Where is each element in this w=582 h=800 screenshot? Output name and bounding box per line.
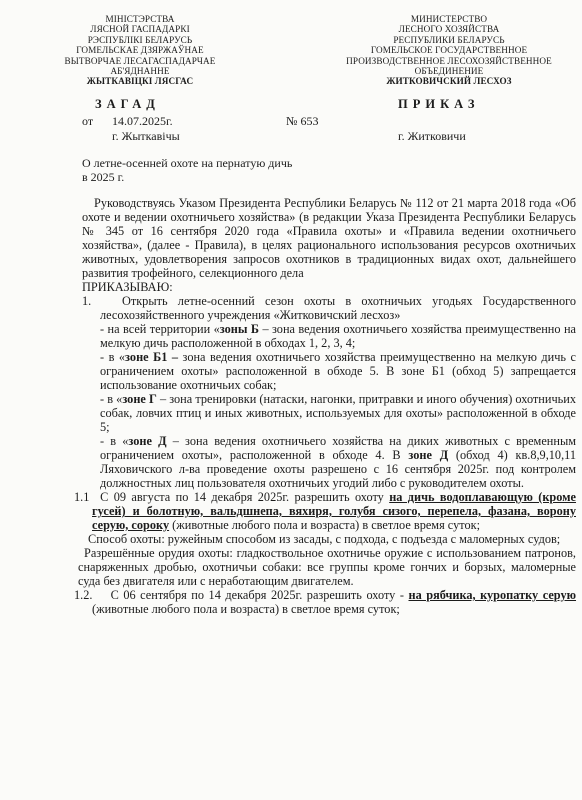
subject xyxy=(82,156,382,184)
header-right-line: ЛЕСНОГО ХОЗЯЙСТВА xyxy=(398,24,500,35)
header-left-org: ЖЫТКАВІЦКІ ЛЯСГАС xyxy=(86,76,194,87)
item-text: (животные любого пола и возраста) в светлое время суток; xyxy=(92,602,400,616)
city-left: г. Жыткавічы xyxy=(112,129,180,143)
zone-name: зоны Б xyxy=(219,322,260,336)
doc-type-left: ЗАГАД xyxy=(95,97,160,111)
preamble: Руководствуясь Указом Президента Республики Беларусь № 112 от 21 марта 2018 года «Об охоте и ведении охотничьего хозяйства» (в редакции Указа Президента Республики Беларусь № 345 от 16 сентября 2020 года «Правила охоты» и «Правила ведении охотничьего хозяйства», (далее - Правила), в целях рационального использования ресурсов охотничьих животных, удовлетворения запросов охотников в традиционных видах охот, дальнейшего развития трофейного, селекционного дела xyxy=(82,196,576,280)
zone-text: – зона ведения охотничьего хозяйства на диких животных с временным ограничением охоты», расположенной в обходе 4. В xyxy=(100,434,576,462)
hunting-method: Способ охоты: ружейным способом из засады, с подхода, с подъезда с маломерных судов; xyxy=(88,532,561,546)
item-text: С 06 сентября по 14 декабря 2025г. разрешить охоту - xyxy=(110,588,409,602)
header-right-line: ГОМЕЛЬСКОЕ ГОСУДАРСТВЕННОЕ xyxy=(370,45,528,56)
city-right: г. Житковичи xyxy=(398,129,466,143)
item-1-2 xyxy=(74,588,576,616)
zone-b xyxy=(82,322,576,350)
zone-name: зоне Д xyxy=(408,448,449,462)
order-word: ПРИКАЗЫВАЮ: xyxy=(82,280,173,294)
header-left-line: РЭСПУБЛІКІ БЕЛАРУСЬ xyxy=(87,34,193,45)
zone-d xyxy=(82,434,576,490)
header-right-line: ПРОИЗВОДСТВЕННОЕ ЛЕСОХОЗЯЙСТВЕННОЕ xyxy=(346,55,552,66)
game-species: на рябчика, куропатку серую xyxy=(408,588,577,602)
date-value: 14.07.2025г. xyxy=(112,114,173,128)
zone-text: (обход 4) кв.8,9,10,11 Ляховичского л-ва проведение охоты разрешено с 16 сентября 2025г. под контролем должностных лиц пользователя охотничьих угодий либо с руководителем охоты. xyxy=(100,448,576,490)
game-species: на дичь водоплавающую (кроме гусей) и болотную, вальдшнепа, вяхиря, голубя сизого, перепела, фазана, ворону серую, сороку xyxy=(92,490,577,532)
header-right xyxy=(330,14,568,87)
date-prefix: от xyxy=(82,114,94,128)
header-right-line: ОБЪЕДИНЕНИЕ xyxy=(414,66,484,77)
item-1-text: Открыть летне-осенний сезон охоты в охотничьих угодьях Государственного лесохозяйственного учреждения «Житковичский лесхоз» xyxy=(100,294,576,322)
subject-line: О летне-осенней охоте на пернатую дичь xyxy=(82,156,293,170)
item-1 xyxy=(82,294,576,322)
item-text: С 09 августа по 14 декабря 2025г. разрешить охоту xyxy=(100,490,390,504)
document-body xyxy=(74,196,577,616)
zone-text: зона ведения охотничьего хозяйства преимущественно на мелкую дичь с ограничением охоты» расположенной в обходе 5. В зоне Б1 (обход 5) запрещается использование охотничьих собак; xyxy=(100,350,576,392)
header-left-line: АБ'ЯДНАННЕ xyxy=(110,66,170,77)
header-right-line: РЕСПУБЛИКИ БЕЛАРУСЬ xyxy=(393,34,505,45)
zone-g xyxy=(82,392,576,434)
header-left-line: МІНІСТЭРСТВА xyxy=(105,14,175,24)
header-right-line: МИНИСТЕРСТВО xyxy=(410,14,488,24)
header-left xyxy=(30,14,250,87)
zone-text: - в « xyxy=(100,392,123,406)
zone-text: - на всей территории « xyxy=(100,322,220,336)
item-text: (животные любого пола и возраста) в светлое время суток; xyxy=(169,518,481,532)
zone-name: зоне Г xyxy=(122,392,157,406)
item-1-1 xyxy=(74,490,576,532)
header-left-line: ЛЯСНОЙ ГАСПАДАРКІ xyxy=(90,24,190,35)
header-right-org: ЖИТКОВИЧСКИЙ ЛЕСХОЗ xyxy=(386,76,512,87)
zone-text: – зона тренировки (натаски, нагонки, притравки и иного обучения) охотничьих собак, ловчих птиц и иных животных, используемых для охоты» расположенной в обходе 5; xyxy=(100,392,576,434)
order-number: № 653 xyxy=(286,114,319,128)
zone-text: - в « xyxy=(100,350,126,364)
hunting-tools: Разрешённые орудия охоты: гладкоствольное охотничье оружие с использованием патронов, снаряженных дробью, охотничьи собаки: все группы кроме гончих и борзых, маломерные суда без двигателя или с неработающим двигателем. xyxy=(78,546,576,588)
doc-type-right: ПРИКАЗ xyxy=(398,97,480,111)
header-left-line: ГОМЕЛЬСКАЕ ДЗЯРЖАЎНАЕ xyxy=(76,45,204,56)
item-1-number: 1. xyxy=(82,294,92,308)
zone-b1 xyxy=(82,350,576,392)
zone-text: – зона ведения охотничьего хозяйства преимущественно на мелкую дичь расположенной в обходах 1, 2, 3, 4; xyxy=(100,322,577,350)
subject-line: в 2025 г. xyxy=(82,170,125,184)
item-number: 1.2. xyxy=(74,588,93,602)
zone-name: зоне Д xyxy=(128,434,167,448)
item-number: 1.1 xyxy=(74,490,90,504)
zone-text: - в « xyxy=(100,434,129,448)
header-left-line: ВЫТВОРЧАЕ ЛЕСАГАСПАДАРЧАЕ xyxy=(64,55,216,66)
zone-name: зоне Б1 – xyxy=(125,350,179,364)
